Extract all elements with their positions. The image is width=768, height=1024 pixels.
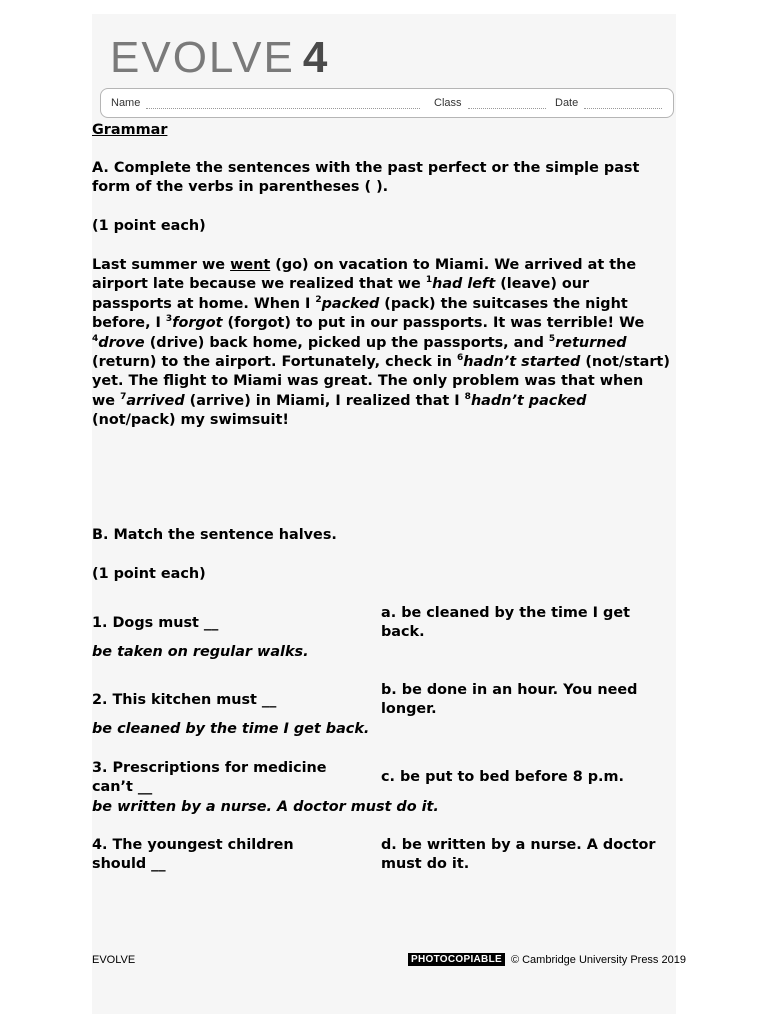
passage-text: Last summer we [92,257,231,273]
item-number: 8 [464,392,471,403]
passage-text: (not/pack) my swimsuit! [92,412,289,429]
answer-8: hadn’t packed [470,392,587,409]
passage-text: (forgot) to put in our passports. It was terrible! We [222,315,645,332]
photocopiable-badge: PHOTOCOPIABLE [408,953,505,966]
match-right-c: c. be put to bed before 8 p.m. [381,769,624,785]
match-answer-2: be cleaned by the time I get back. [92,721,370,737]
part-b-points: (1 point each) [92,566,206,582]
match-left-2: 2. This kitchen must __ [92,692,277,708]
answer-1: had left [432,276,496,293]
date-line [584,98,662,109]
passage-text: (not/start) yet. The flight to Miami was great. The only problem was that when we [92,354,670,409]
item-number: 7 [120,392,127,403]
match-right-d: d. be written by a nurse. A doctor must do it. [381,837,656,873]
name-field[interactable] [111,97,420,109]
answer-7: arrived [126,392,185,409]
date-field[interactable] [555,97,662,109]
answer-5: returned [555,334,627,351]
passage-text: (drive) back home, picked up the passports, and [144,334,549,351]
example-answer: went [230,257,271,273]
item-number: 2 [315,295,322,306]
copyright-text: © Cambridge University Press 2019 [510,953,686,966]
item-number: 4 [92,333,99,344]
name-line [146,98,420,109]
part-a-points: (1 point each) [92,218,206,234]
match-right-b: b. be done in an hour. You need longer. [381,682,638,718]
match-right-a: a. be cleaned by the time I get back. [381,605,630,641]
part-a-passage [92,256,670,431]
name-label: Name [111,97,141,109]
section-title: Grammar [92,122,168,138]
footer-copyright-block [408,953,686,966]
passage-text: (leave) our passports at home. When I [92,276,590,312]
footer-brand: EVOLVE [92,954,136,966]
passage-text: (pack) the suitcases the night before, I [92,295,628,332]
match-answer-3: be written by a nurse. A doctor must do it. [92,799,439,815]
answer-3: forgot [172,315,223,332]
logo-word: EVOLVE [110,33,295,82]
answer-2: packed [321,295,380,312]
passage-text: (return) to the airport. Fortunately, check in [92,354,457,371]
item-number: 1 [425,275,433,286]
answer-6: hadn’t started [463,354,581,371]
item-number: 6 [457,353,464,364]
match-left-1: 1. Dogs must __ [92,615,219,631]
match-left-3: 3. Prescriptions for medicine can’t __ [92,760,327,796]
class-label: Class [434,97,462,109]
part-b-instruction: B. Match the sentence halves. [92,527,337,543]
item-number: 5 [548,333,556,344]
date-label: Date [555,97,579,109]
student-info-bar [100,88,674,118]
class-line [468,98,546,109]
passage-text: (arrive) in Miami, I realized that I [184,392,465,409]
match-answer-1: be taken on regular walks. [92,644,309,660]
evolve-logo [110,32,327,80]
class-field[interactable] [434,97,546,109]
match-left-4: 4. The youngest children should __ [92,837,294,873]
item-number: 3 [165,314,173,325]
passage-text: (go) on vacation to Miami. We arrived at the airport late because we realized that we [92,257,637,293]
logo-level: 4 [302,33,328,82]
answer-4: drove [98,334,145,351]
part-a-instruction: A. Complete the sentences with the past perfect or the simple past form of the verbs in parentheses ( ). [92,160,640,196]
